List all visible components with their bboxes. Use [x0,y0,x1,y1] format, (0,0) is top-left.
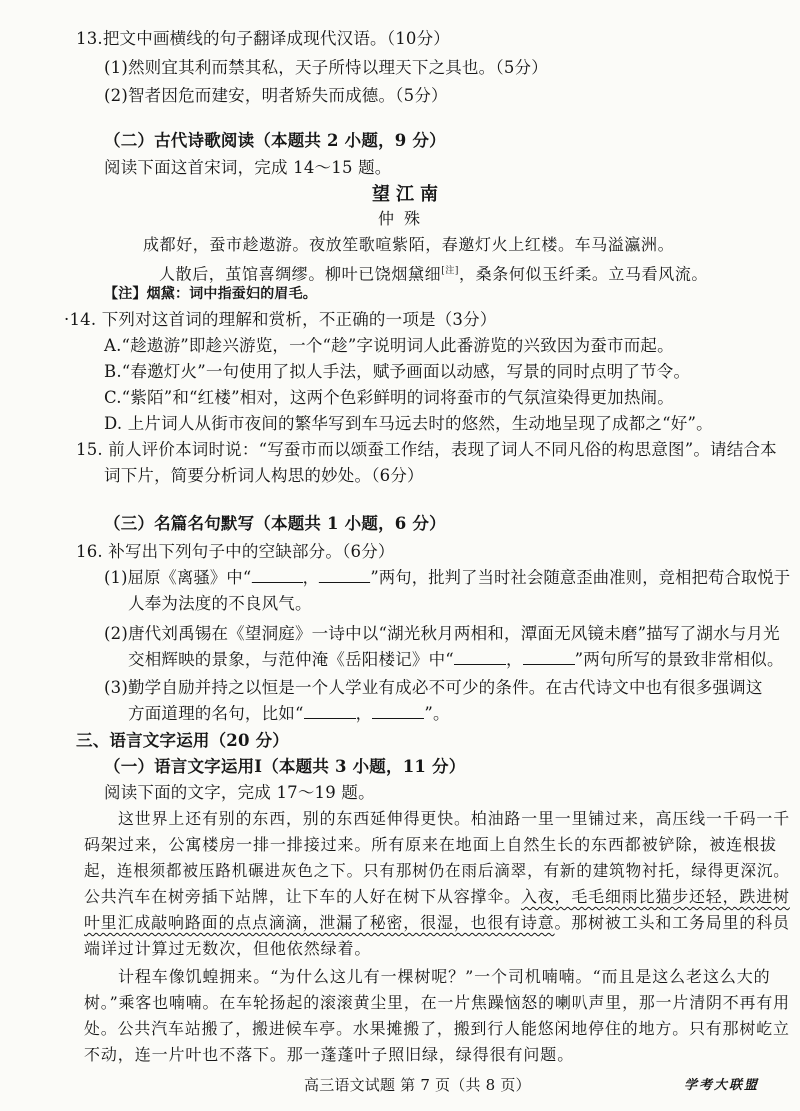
q16-item-2-text-a: 交相辉映的景象，与范仲淹《岳阳楼记》中“ [128,650,454,669]
q14-stem: ·14. 下列对这首词的理解和赏析，不正确的一项是（3分） [64,310,497,329]
answer-blank-3[interactable] [454,650,506,665]
q14-option-c: C.“紫陌”和“红楼”相对，这两个色彩鲜明的词将蚕市的气氛渲染得更加热闹。 [104,388,674,407]
passage-p1-line-5-text: 。那树被工头和工务局里的科员 [554,913,790,932]
poem-note: 【注】烟黛：词中指蚕妇的眉毛。 [104,286,317,302]
section-poetry-heading: （二）古代诗歌阅读（本题共 2 小题，9 分） [104,131,446,150]
poem-line-2-a: 人散后，茧馆喜绸缪。柳叶已饶烟黛细 [159,264,442,284]
passage-p1-line-3: 起，连根须都被压路机碾进灰色之下。只有那树仍在雨后滴翠，有新的建筑物衬托，绿得更深沉。 [84,861,790,880]
q16-item-1-cont: 人奉为法度的不良风气。 [128,594,312,613]
q14-option-b: B.“春邀灯火”一句使用了拟人手法，赋予画面以动感，写景的同时点明了节令。 [104,362,691,381]
passage-p1-line-1: 这世界上还有别的东西，别的东西延伸得更快。柏油路一里一里铺过来，高压线一千码一千 [118,809,791,828]
q16-item-3-line-1: (3)勤学自励并持之以恒是一个人学业有成必不可少的条件。在古代诗文中也有很多强调这 [104,678,763,697]
passage-p2-line-2: 树。”乘客也喃喃。在车轮扬起的滚滚黄尘里，在一片焦躁恼怒的喇叭声里，那一片清阴不再有用 [84,993,790,1012]
poem-author: 仲殊 [378,209,431,228]
q13-sentence-2: (2)智者因危而建安，明者矫失而成德。（5分） [104,86,448,105]
answer-blank-2[interactable] [319,568,370,583]
q16-comma: ， [505,650,523,669]
section-recitation-heading: （三）名篇名句默写（本题共 1 小题，6 分） [104,514,446,533]
part3-intro: 阅读下面的文字，完成 17～19 题。 [104,783,375,802]
poem-line-2 [159,260,708,285]
publisher-logo: 学考大联盟 [684,1078,760,1093]
passage-p1-line-5 [84,912,790,934]
part3-heading: 三、语言文字运用（20 分） [76,731,290,750]
answer-blank-6[interactable] [372,704,424,719]
passage-p2-line-3: 处。公共汽车站搬了，搬进候车亭。水果摊搬了，搬到行人能悠闲地停住的地方。只有那树屹立 [84,1019,790,1038]
poem-note-marker: [注] [441,266,460,276]
q16-item-2-text-b: ”两句所写的景致非常相似。 [574,650,784,669]
q13-sentence-1: (1)然则宜其利而禁其私，天子所恃以理天下之具也。（5分） [104,58,548,77]
passage-p1-line-2: 码架过来，公寓楼房一排一排接过来。所有原来在地面上自然生长的东西都被铲除，被连根拔 [84,835,777,854]
q15-line-2: 词下片，简要分析词人构思的妙处。（6分） [104,466,424,485]
q16-item-1 [104,567,790,589]
passage-p1-line-6: 端详过计算过无数次，但他依然绿着。 [84,939,372,958]
q16-item-2-line-1: (2)唐代刘禹锡在《望洞庭》一诗中以“湖光秋月两相和，潭面无风镜未磨”描写了湖水与月光 [104,624,780,643]
q16-item-2-line-2 [128,649,784,671]
answer-blank-5[interactable] [304,704,356,719]
section-poetry-intro: 阅读下面这首宋词，完成 14～15 题。 [104,158,392,177]
poem-title: 望江南 [372,184,444,205]
q16-item-3-text-b: ”。 [424,704,450,723]
q16-item-1-text-a: (1)屈原《离骚》中“ [104,568,252,587]
q14-option-d: D. 上片词人从街市夜间的繁华写到车马远去时的悠然，生动地呈现了成都之“好”。 [104,414,713,433]
passage-p2-line-4: 不动，连一片叶也不落下。那一蓬蓬叶子照旧绿，绿得很有问题。 [84,1045,575,1064]
q13-stem: 13.把文中画横线的句子翻译成现代汉语。（10分） [76,29,450,48]
answer-blank-1[interactable] [251,568,302,583]
answer-blank-4[interactable] [523,650,575,665]
q16-comma: ， [355,704,373,723]
part3-subheading: （一）语言文字运用Ⅰ（本题共 3 小题，11 分） [104,757,466,776]
passage-p1-line-4-text: 公共汽车在树旁插下站牌，让下车的人好在树下从容撑伞。 [84,887,521,906]
q16-stem: 16. 补写出下列句子中的空缺部分。（6分） [76,542,395,561]
q16-item-3-line-2 [128,703,450,725]
passage-p1-line-4 [84,886,790,908]
q16-item-3-text-a: 方面道理的名句，比如“ [128,704,304,723]
wavy-underlined-sentence-cont: 叶里汇成敲响路面的点点滴滴，泄漏了秘密，很湿，也很有诗意 [84,913,555,932]
poem-line-2-b: ，桑条何似玉纤柔。立马看风流。 [459,264,709,284]
wavy-underlined-sentence: 入夜，毛毛细雨比猫步还轻，跌进树 [520,887,790,906]
q16-item-1-text-b: ”两句，批判了当时社会随意歪曲准则，竞相把苟合取悦于 [370,568,791,587]
page-footer: 高三语文试题 第 7 页（共 8 页） [304,1076,531,1094]
q15-line-1: 15. 前人评价本词时说：“写蚕市而以颂蚕工作结，表现了词人不同凡俗的构思意图”。请结合本 [76,440,777,459]
q14-option-a: A.“趁遨游”即趁兴游览，一个“趁”字说明词人此番游览的兴致因为蚕市而起。 [104,336,674,355]
passage-p2-line-1: 计程车像饥蝗拥来。“为什么这儿有一棵树呢？”一个司机喃喃。“而且是这么老这么大的 [118,967,771,986]
poem-line-1: 成都好，蚕市趁遨游。夜放笙歌喧紫陌，春邀灯火上红楼。车马溢瀛洲。 [143,235,675,254]
q16-comma: ， [302,568,320,587]
